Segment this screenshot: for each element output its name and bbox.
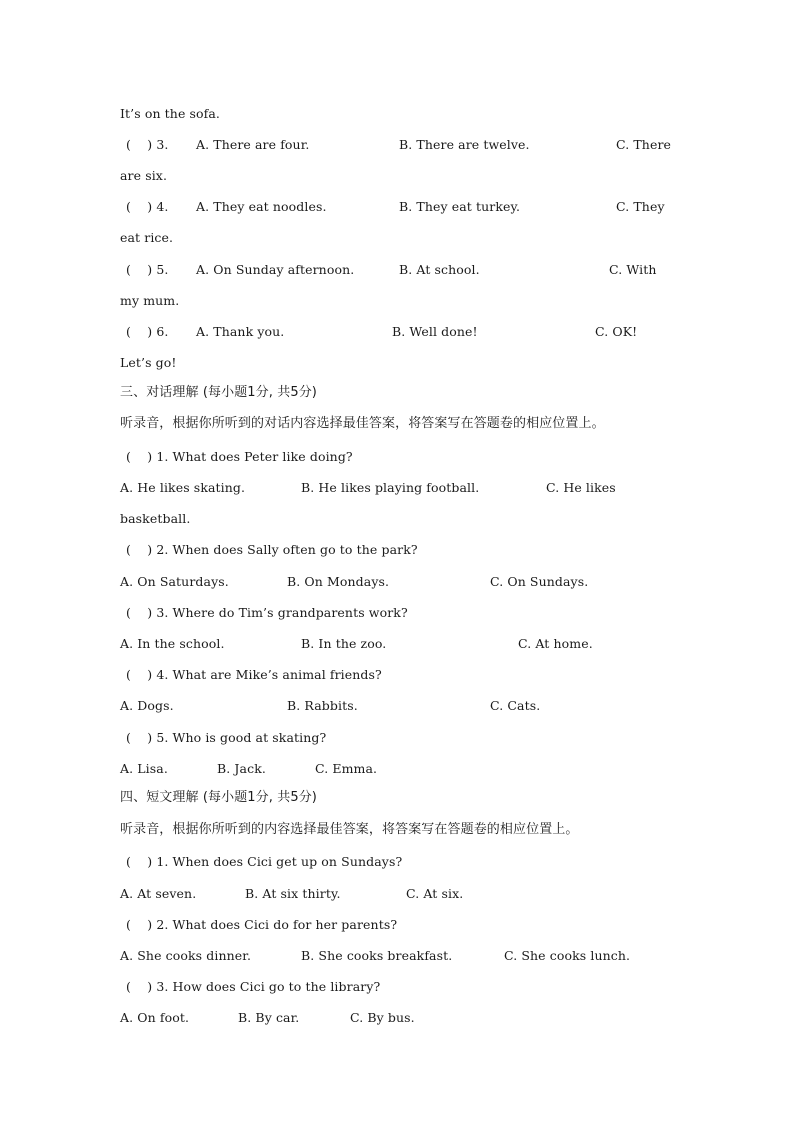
- option-a: A. On foot.: [120, 1010, 190, 1025]
- option-c: C. She cooks lunch.: [504, 948, 631, 963]
- option-a: A. Dogs.: [120, 698, 174, 713]
- question-text: ( ) 3. How does Cici go to the library?: [126, 979, 381, 994]
- option-c-wrap: eat rice.: [120, 230, 174, 245]
- question-number: ( ) 4.: [126, 199, 169, 214]
- wrap-line: [120, 353, 680, 373]
- option-b: B. Rabbits.: [287, 698, 358, 713]
- question-text: ( ) 1. What does Peter like doing?: [126, 449, 353, 464]
- question-line: [120, 665, 680, 685]
- option-a: A. There are four.: [196, 137, 310, 152]
- options-line: [120, 946, 680, 966]
- option-b: B. She cooks breakfast.: [301, 948, 453, 963]
- options-line: [120, 1008, 680, 1028]
- question-line: [120, 915, 680, 935]
- question-text: ( ) 1. When does Cici get up on Sundays?: [126, 854, 403, 869]
- option-b: B. By car.: [238, 1010, 300, 1025]
- question-text: ( ) 2. When does Sally often go to the park?: [126, 542, 418, 557]
- options-line: [120, 759, 680, 779]
- option-c-wrap: basketball.: [120, 511, 191, 526]
- question-number: ( ) 3.: [126, 137, 169, 152]
- option-c-wrap: my mum.: [120, 293, 180, 308]
- question-line: [120, 728, 680, 748]
- option-a: A. He likes skating.: [120, 480, 246, 495]
- question-number: ( ) 5.: [126, 262, 169, 277]
- option-a: A. In the school.: [120, 636, 225, 651]
- instruction-line: [120, 414, 680, 434]
- option-c: C. There: [616, 137, 672, 152]
- wrap-line: [120, 291, 680, 311]
- answer-line: [120, 104, 680, 124]
- option-b: B. On Mondays.: [287, 574, 390, 589]
- section-4-instruction: 听录音，根据你所听到的内容选择最佳答案，将答案写在答题卷的相应位置上。: [120, 822, 579, 837]
- option-a: A. She cooks dinner.: [120, 948, 252, 963]
- option-c: C. With: [609, 262, 657, 277]
- option-c: C. They: [616, 199, 665, 214]
- section-heading: [120, 788, 680, 808]
- option-b: B. There are twelve.: [399, 137, 530, 152]
- option-a: A. On Sunday afternoon.: [196, 262, 355, 277]
- options-line: [120, 572, 680, 592]
- question-line: [120, 852, 680, 872]
- options-line: [120, 884, 680, 904]
- options-line: [120, 478, 680, 498]
- question-text: ( ) 3. Where do Tim’s grandparents work?: [126, 605, 408, 620]
- option-a: A. On Saturdays.: [120, 574, 229, 589]
- option-a: A. Lisa.: [120, 761, 168, 776]
- option-a: A. At seven.: [120, 886, 197, 901]
- question-row: [120, 197, 680, 217]
- option-c-wrap: are six.: [120, 168, 168, 183]
- section-heading: [120, 383, 680, 403]
- question-line: [120, 977, 680, 997]
- question-line: [120, 603, 680, 623]
- option-b: B. He likes playing football.: [301, 480, 480, 495]
- question-text: ( ) 2. What does Cici do for her parents?: [126, 917, 398, 932]
- option-c: C. Emma.: [315, 761, 378, 776]
- question-line: [120, 540, 680, 560]
- option-a: A. They eat noodles.: [196, 199, 327, 214]
- answer-text: It’s on the sofa.: [120, 106, 221, 121]
- options-line: [120, 634, 680, 654]
- option-b: B. At six thirty.: [245, 886, 341, 901]
- section-3-title: 三、对话理解 (每小题1分, 共5分): [120, 385, 317, 400]
- option-c: C. On Sundays.: [490, 574, 589, 589]
- option-b: B. At school.: [399, 262, 480, 277]
- option-c: C. OK!: [595, 324, 638, 339]
- option-c: C. At home.: [518, 636, 593, 651]
- question-row: [120, 135, 680, 155]
- question-text: ( ) 5. Who is good at skating?: [126, 730, 327, 745]
- wrap-line: [120, 509, 680, 529]
- wrap-line: [120, 166, 680, 186]
- option-c: C. He likes: [546, 480, 616, 495]
- option-b: B. They eat turkey.: [399, 199, 521, 214]
- option-b: B. Jack.: [217, 761, 266, 776]
- wrap-line: [120, 228, 680, 248]
- question-row: [120, 322, 680, 342]
- question-row: [120, 260, 680, 280]
- instruction-line: [120, 820, 680, 840]
- section-3-instruction: 听录音，根据你所听到的对话内容选择最佳答案，将答案写在答题卷的相应位置上。: [120, 416, 605, 431]
- option-c: C. By bus.: [350, 1010, 415, 1025]
- question-number: ( ) 6.: [126, 324, 169, 339]
- option-b: B. Well done!: [392, 324, 478, 339]
- options-line: [120, 696, 680, 716]
- question-line: [120, 447, 680, 467]
- option-b: B. In the zoo.: [301, 636, 387, 651]
- option-c: C. Cats.: [490, 698, 541, 713]
- option-a: A. Thank you.: [196, 324, 285, 339]
- option-c-wrap: Let’s go!: [120, 355, 177, 370]
- question-text: ( ) 4. What are Mike’s animal friends?: [126, 667, 382, 682]
- section-4-title: 四、短文理解 (每小题1分, 共5分): [120, 790, 317, 805]
- option-c: C. At six.: [406, 886, 464, 901]
